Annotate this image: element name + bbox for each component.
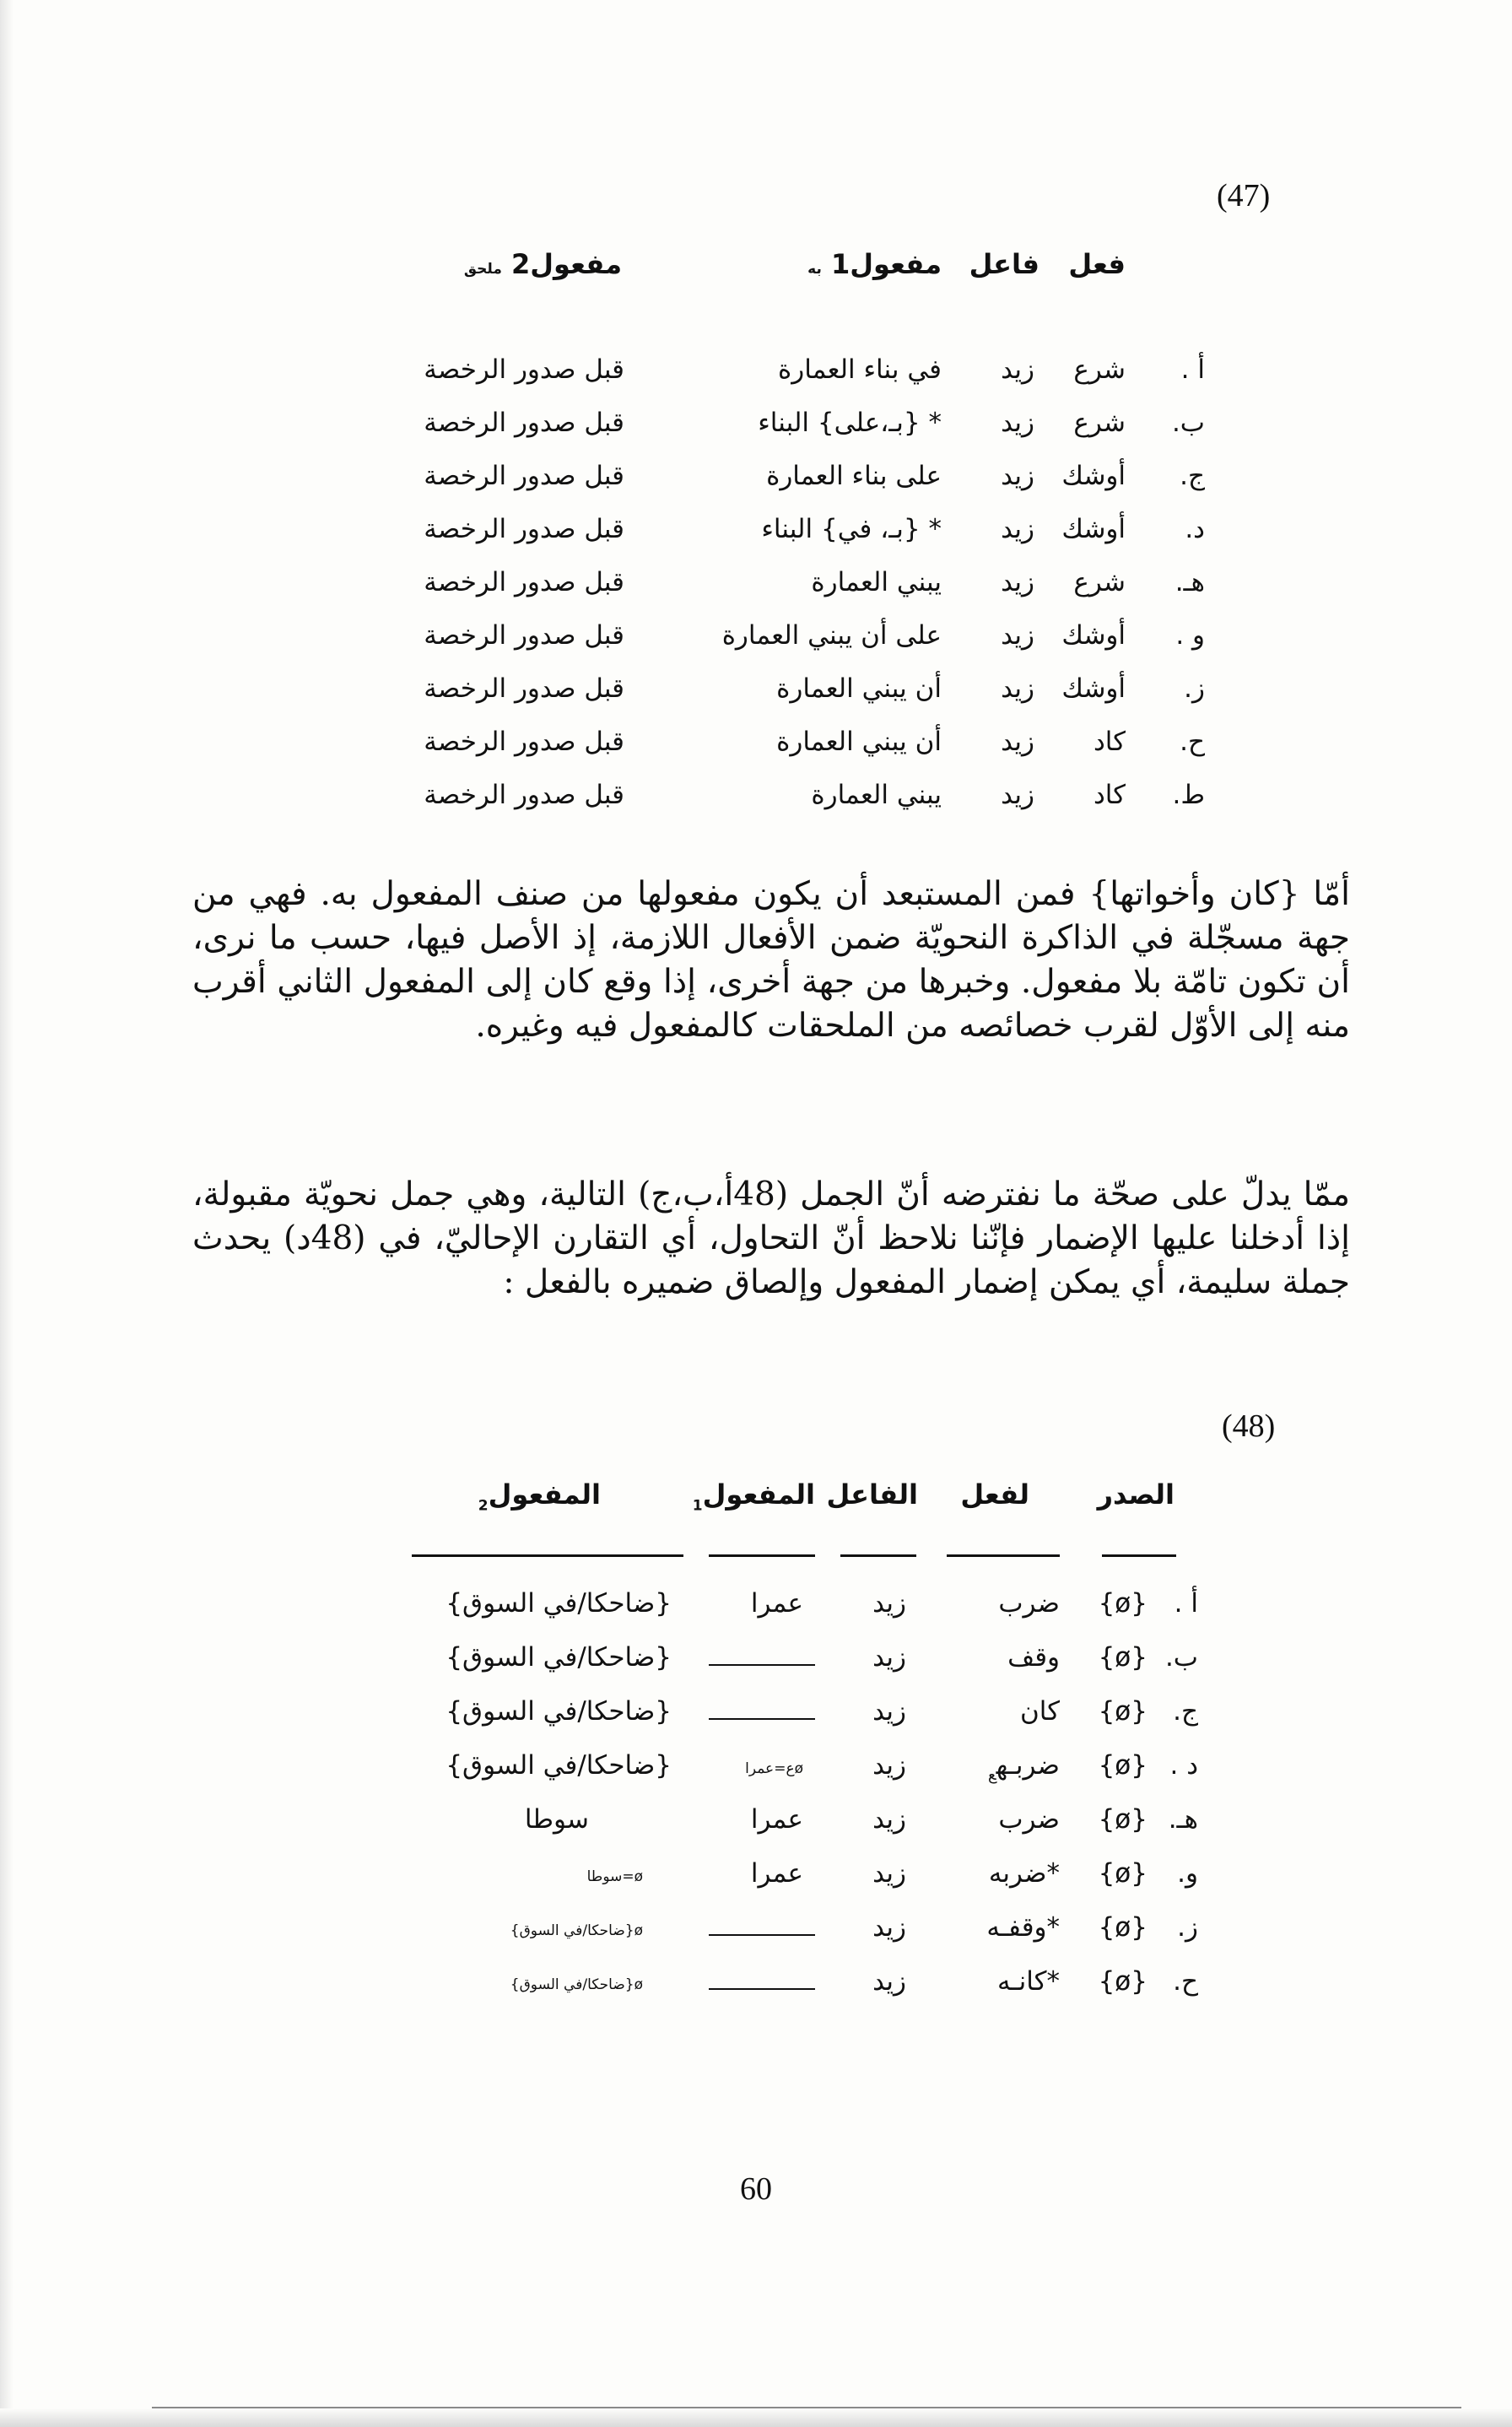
object1-cell: يبني العمارة xyxy=(811,780,942,810)
sadr-cell: {ø} xyxy=(1098,1966,1148,1997)
object2-cell: قبل صدور الرخصة xyxy=(424,514,624,544)
object2-cell: ø{ضاحكا/في السوق} xyxy=(510,1976,643,1993)
page-number: 60 xyxy=(740,2171,772,2207)
header-object2: المفعول$_2$ xyxy=(478,1478,601,1515)
verb-cell: شرع xyxy=(1073,408,1126,438)
subject-cell: زيد xyxy=(1001,408,1034,438)
object1-cell: * {بـ، في} البناء xyxy=(761,514,942,544)
header-verb: فعل xyxy=(1068,248,1126,280)
object1-empty-dash xyxy=(709,1934,815,1936)
subject-cell: زيد xyxy=(872,1858,906,1889)
header-rule xyxy=(840,1554,916,1557)
page-scan-bottom xyxy=(0,2408,1512,2427)
subject-cell: زيد xyxy=(1001,780,1034,810)
subject-cell: زيد xyxy=(1001,567,1034,597)
header-subject: الفاعل xyxy=(826,1478,918,1511)
row-label: ج. xyxy=(1173,1696,1198,1727)
subject-cell: زيد xyxy=(1001,461,1034,491)
page-scan-edge xyxy=(0,0,14,2427)
verb-cell xyxy=(998,1804,1060,1838)
subject-cell: زيد xyxy=(872,1588,906,1619)
subject-cell: زيد xyxy=(872,1912,906,1943)
verb-text: ضرب xyxy=(998,1588,1060,1619)
verb-text: ضربـه xyxy=(996,1750,1060,1781)
object1-cell: عمرا xyxy=(750,1804,803,1835)
subject-cell: زيد xyxy=(1001,514,1034,544)
object1-empty-dash xyxy=(709,1988,815,1990)
verb-text: *كانـه xyxy=(996,1966,1060,1997)
object2-cell: قبل صدور الرخصة xyxy=(424,620,624,651)
object2-cell: {ضاحكا/في السوق} xyxy=(446,1750,672,1781)
verb-text: *ضربه xyxy=(988,1858,1060,1889)
verb-cell xyxy=(998,1588,1060,1622)
verb-cell: أوشك xyxy=(1061,461,1126,491)
verb-cell: أوشك xyxy=(1061,673,1126,704)
header-verb: لفعل xyxy=(960,1478,1029,1511)
verb-cell xyxy=(989,1858,1060,1892)
subject-cell: زيد xyxy=(872,1966,906,1997)
verb-text: ضرب xyxy=(998,1804,1060,1835)
object2-cell: سوطا xyxy=(524,1804,589,1835)
object2-cell: ø=سوطا xyxy=(586,1868,643,1885)
subject-cell: زيد xyxy=(872,1804,906,1835)
verb-text: وقف xyxy=(1007,1642,1060,1673)
verb-index: ع xyxy=(987,1766,996,1785)
row-label: ب. xyxy=(1171,408,1205,438)
object1-cell: عمرا xyxy=(750,1858,803,1889)
paragraph-kana: أمّا {كان وأخواتها} فمن المستبعد أن يكون مفعولها من صنف المفعول به. فهي من جهة مسجّلة في الذاكرة النحويّة ضمن الأفعال اللازمة، إذ الأصل فيها، حسب ما نرى، أن تكون تامّة بلا مفعول. وخبرها من جهة أخرى، إذا وقع كان إلى المفعول الثاني أقرب منه إلى الأوّل لقرب خصائصه من الملحقات كالمفعول فيه وغيره. xyxy=(192,875,1350,1045)
row-label: د. xyxy=(1185,514,1205,544)
subject-cell: زيد xyxy=(872,1750,906,1781)
header-rule xyxy=(1102,1554,1176,1557)
sadr-cell: {ø} xyxy=(1098,1642,1148,1673)
verb-cell xyxy=(988,1750,1060,1784)
object1-empty-dash xyxy=(709,1664,815,1666)
object1-cell: أن يبني العمارة xyxy=(776,673,942,704)
example-48-number: (48) xyxy=(1222,1408,1276,1444)
subject-cell: زيد xyxy=(1001,727,1034,757)
header-rule xyxy=(709,1554,815,1557)
row-label: د . xyxy=(1169,1750,1198,1781)
subject-cell: زيد xyxy=(872,1696,906,1727)
subject-cell: زيد xyxy=(1001,673,1034,704)
object2-cell: {ضاحكا/في السوق} xyxy=(446,1588,672,1619)
sadr-cell: {ø} xyxy=(1098,1696,1148,1727)
row-label: ج. xyxy=(1180,461,1205,491)
verb-cell xyxy=(986,1912,1060,1946)
object1-cell: أن يبني العمارة xyxy=(776,727,942,757)
object1-cell: øع=عمرا xyxy=(745,1760,803,1777)
subject-cell: زيد xyxy=(872,1642,906,1673)
object2-cell: ø{ضاحكا/في السوق} xyxy=(510,1922,643,1939)
sadr-cell: {ø} xyxy=(1098,1750,1148,1781)
sadr-cell: {ø} xyxy=(1098,1912,1148,1943)
example-47-number: (47) xyxy=(1217,178,1271,214)
object2-cell: قبل صدور الرخصة xyxy=(424,461,624,491)
header-object1: المفعول$_1$ xyxy=(692,1478,815,1515)
object1-cell: يبني العمارة xyxy=(811,567,942,597)
verb-cell: كاد xyxy=(1093,727,1126,757)
verb-cell: أوشك xyxy=(1061,514,1126,544)
header-object2: مفعول2 ملحق xyxy=(463,248,622,280)
object1-cell: * {بـ،على} البناء xyxy=(758,408,942,438)
verb-text: *وقفـه xyxy=(986,1912,1060,1943)
object2-cell: قبل صدور الرخصة xyxy=(424,727,624,757)
object1-cell: على بناء العمارة xyxy=(766,461,942,491)
sadr-cell: {ø} xyxy=(1098,1858,1148,1889)
verb-cell xyxy=(1007,1642,1060,1676)
row-label: و. xyxy=(1177,1858,1198,1889)
verb-cell xyxy=(1020,1696,1060,1730)
verb-cell: شرع xyxy=(1073,567,1126,597)
row-label: أ . xyxy=(1180,354,1205,385)
object2-cell: {ضاحكا/في السوق} xyxy=(446,1642,672,1673)
row-label: ط. xyxy=(1172,780,1205,810)
header-rule xyxy=(947,1554,1060,1557)
row-label: أ . xyxy=(1174,1588,1198,1619)
row-label: ز. xyxy=(1184,673,1205,704)
object2-cell: {ضاحكا/في السوق} xyxy=(446,1696,672,1727)
object2-cell: قبل صدور الرخصة xyxy=(424,354,624,385)
sadr-cell: {ø} xyxy=(1098,1588,1148,1619)
sadr-cell: {ø} xyxy=(1098,1804,1148,1835)
verb-cell: شرع xyxy=(1073,354,1126,385)
object1-empty-dash xyxy=(709,1718,815,1720)
object1-cell: عمرا xyxy=(750,1588,803,1619)
verb-cell xyxy=(997,1966,1060,2000)
row-label: ح. xyxy=(1173,1966,1198,1997)
row-label: و . xyxy=(1175,620,1205,651)
row-label: هـ. xyxy=(1168,1804,1198,1835)
row-label: هـ. xyxy=(1174,567,1205,597)
subject-cell: زيد xyxy=(1001,620,1034,651)
object1-cell: على أن يبني العمارة xyxy=(721,620,942,651)
object2-cell: قبل صدور الرخصة xyxy=(424,408,624,438)
row-label: ب. xyxy=(1164,1642,1198,1673)
header-subject: فاعل xyxy=(969,248,1040,280)
object2-cell: قبل صدور الرخصة xyxy=(424,567,624,597)
subject-cell: زيد xyxy=(1001,354,1034,385)
object1-cell: في بناء العمارة xyxy=(778,354,942,385)
header-rule xyxy=(412,1554,683,1557)
paragraph-evidence: ممّا يدلّ على صحّة ما نفترضه أنّ الجمل (48أ،ب،ج) التالية، وهي جمل نحويّة مقبولة، إذا أدخلنا عليها الإضمار فإنّنا نلاحظ أنّ التحاول، أي التقارن الإحاليّ، في (48د) يحدث جملة سليمة، أي يمكن إضمار المفعول وإلصاق ضميره بالفعل : xyxy=(192,1176,1350,1301)
header-sadr: الصدر xyxy=(1097,1478,1174,1511)
verb-cell: أوشك xyxy=(1061,620,1126,651)
verb-cell: كاد xyxy=(1093,780,1126,810)
verb-text: كان xyxy=(1020,1696,1060,1727)
object2-cell: قبل صدور الرخصة xyxy=(424,673,624,704)
header-object1: مفعول1 به xyxy=(807,248,942,280)
object2-cell: قبل صدور الرخصة xyxy=(424,780,624,810)
row-label: ح. xyxy=(1180,727,1205,757)
row-label: ز. xyxy=(1177,1912,1198,1943)
